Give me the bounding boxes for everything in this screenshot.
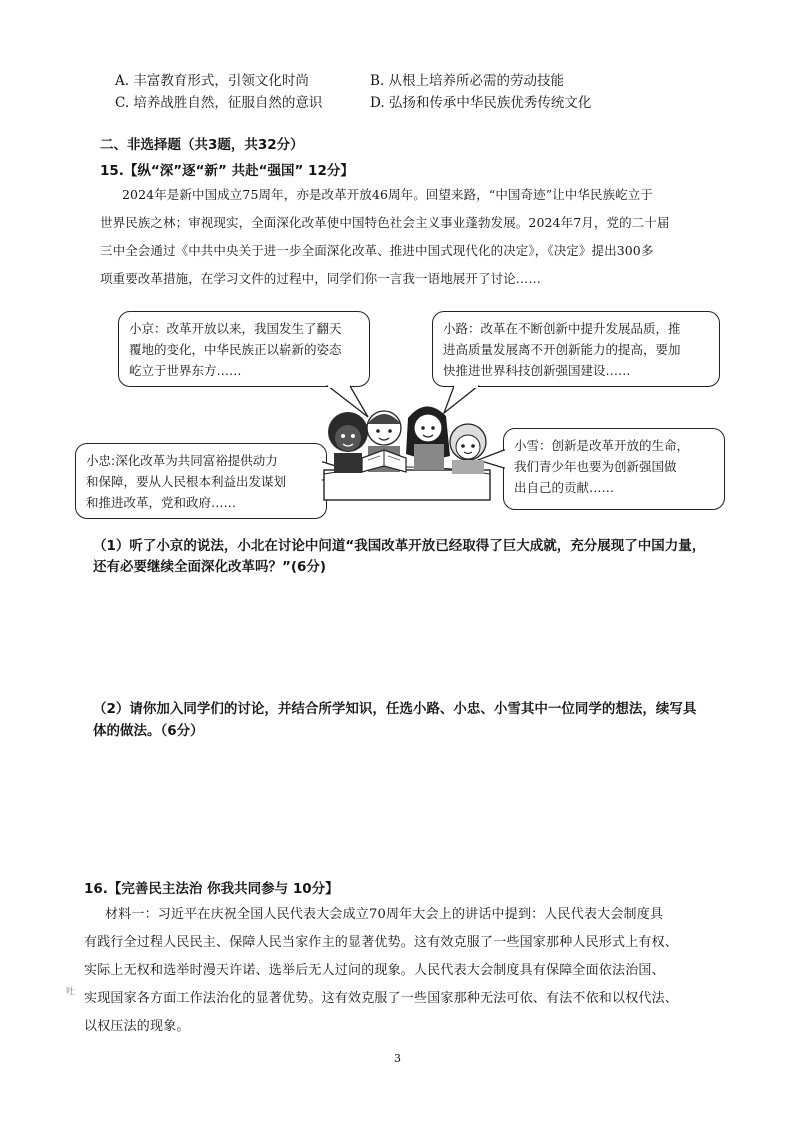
q16-material-line: 有践行全过程人民民主、保障人民当家作主的显著优势。这有效克服了一些国家那种人民形式上有权、 bbox=[84, 935, 679, 950]
speech-bubble-xiaojing bbox=[118, 311, 370, 387]
bubble-line: 小雪：创新是改革开放的生命， bbox=[514, 438, 690, 453]
bubble-line: 小路：改革在不断创新中提升发展品质，推 bbox=[443, 321, 681, 336]
q16-material-line: 实现国家各方面工作法治化的显著优势。这有效克服了一些国家那种无法可依、有法不依和以权代法、 bbox=[84, 991, 679, 1006]
bubble-line: 进高质量发展离不开创新能力的提高，要加 bbox=[443, 342, 681, 357]
stray-mark: 吐 bbox=[66, 987, 76, 997]
page-number: 3 bbox=[394, 1052, 401, 1065]
bubble-line: 小京：改革开放以来，我国发生了翻天 bbox=[129, 321, 342, 336]
bubble-line: 和推进改革，党和政府…… bbox=[86, 495, 237, 510]
q15-sub2-line: 体的做法。（6分） bbox=[93, 723, 204, 739]
q15-intro-line: 项重要改革措施，在学习文件的过程中，同学们你一言我一语地展开了讨论…… bbox=[100, 271, 542, 286]
q16-heading: 16.【完善民主法治 你我共同参与 10分】 bbox=[84, 881, 339, 897]
q15-heading: 15.【纵“深”逐“新” 共赴“强国” 12分】 bbox=[100, 163, 354, 179]
q15-sub2-line: （2）请你加入同学们的讨论，并结合所学知识，任选小路、小忠、小雪其中一位同学的想法，续写具 bbox=[93, 701, 697, 717]
option-b: B. 从根上培养所必需的劳动技能 bbox=[370, 73, 565, 89]
option-d: D. 弘扬和传承中华民族优秀传统文化 bbox=[370, 95, 592, 111]
q15-sub1-line: 还有必要继续全面深化改革吗？”(6分) bbox=[93, 559, 327, 575]
q16-material-line: 实际上无权和选举时漫天许诺、选举后无人过问的现象。人民代表大会制度具有保障全面依法治国、 bbox=[84, 963, 665, 978]
speech-bubble-xiaolu bbox=[432, 311, 720, 387]
q16-material-line: 以权压法的现象。 bbox=[84, 1019, 190, 1034]
bubble-line: 覆地的变化，中华民族正以崭新的姿态 bbox=[129, 342, 342, 357]
q16-material-line: 材料一：习近平在庆祝全国人民代表大会成立70周年大会上的讲话中提到：人民代表大会制度具 bbox=[105, 907, 664, 922]
bubble-line: 小忠:深化改革为共同富裕提供动力 bbox=[86, 453, 278, 468]
students-discussion-illustration bbox=[322, 398, 492, 502]
bubble-line: 出自己的贡献…… bbox=[514, 480, 615, 495]
bubble-line: 快推进世界科技创新强国建设…… bbox=[443, 363, 631, 378]
q15-sub1-line: （1）听了小京的说法，小北在讨论中问道“我国改革开放已经取得了巨大成就，充分展现了中国力量， bbox=[93, 538, 706, 554]
section-heading: 二、非选择题（共3题，共32分） bbox=[100, 137, 304, 153]
option-c: C. 培养战胜自然，征服自然的意识 bbox=[115, 95, 323, 111]
q15-intro-line: 三中全会通过《中共中央关于进一步全面深化改革、推进中国式现代化的决定》，《决定》提出300多 bbox=[100, 243, 654, 258]
q15-intro-line: 2024年是新中国成立75周年，亦是改革开放46周年。回望来路，“中国奇迹”让中华民族屹立于 bbox=[122, 187, 654, 202]
bubble-line: 我们青少年也要为创新强国做 bbox=[514, 459, 677, 474]
bubble-line: 和保障，要从人民根本利益出发谋划 bbox=[86, 474, 287, 489]
q15-intro-line: 世界民族之林；审视现实，全面深化改革使中国特色社会主义事业蓬勃发展。2024年7月，党的二十届 bbox=[100, 215, 670, 230]
speech-bubble-xiaozhong bbox=[75, 443, 327, 519]
bubble-line: 屹立于世界东方…… bbox=[129, 363, 242, 378]
speech-bubble-xiaoxue bbox=[503, 428, 725, 510]
option-a: A. 丰富教育形式，引领文化时尚 bbox=[115, 73, 309, 89]
